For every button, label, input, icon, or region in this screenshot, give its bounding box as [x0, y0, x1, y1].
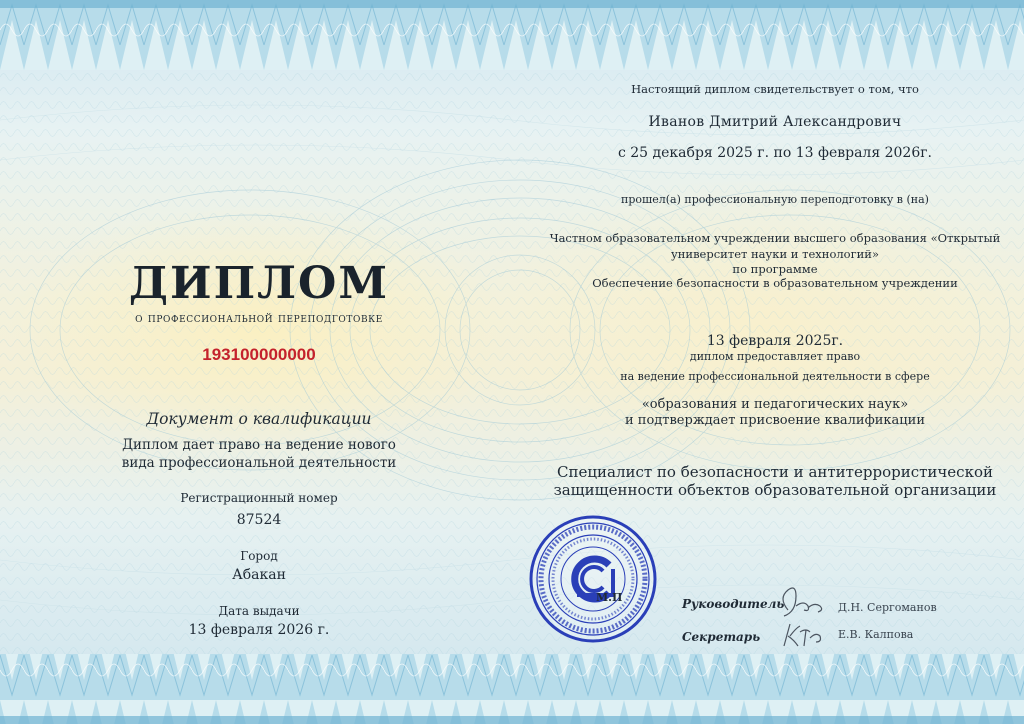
- stamp-mark: М.П: [596, 591, 623, 604]
- qualification-line-2: защищенности объектов образовательной организации: [553, 481, 997, 499]
- program-name: Обеспечение безопасности в образовательном учреждении: [592, 276, 958, 290]
- rights-line-1: Диплом дает право на ведение нового: [122, 437, 396, 453]
- qualification-doc-label: Документ о квалификации: [146, 410, 372, 428]
- confirm-text: и подтверждает присвоение квалификации: [625, 413, 925, 428]
- secretary-role-label: Секретарь: [682, 630, 761, 644]
- completion-date: 13 февраля 2025г.: [706, 333, 844, 349]
- city-value: Абакан: [232, 567, 286, 583]
- institution-line-2: университет науки и технологий»: [670, 247, 879, 261]
- head-name: Д.Н. Сергоманов: [838, 601, 937, 614]
- gives-right-text: диплом предоставляет право: [689, 350, 861, 363]
- reg-number-value: 87524: [236, 512, 282, 528]
- issue-date-value: 13 февраля 2026 г.: [188, 622, 330, 638]
- field-name: «образования и педагогических наук»: [641, 397, 909, 412]
- city-label: Город: [240, 549, 278, 563]
- institution-line-1: Частном образовательном учреждении высшего образования «Открытый: [549, 231, 1001, 245]
- program-label: по программе: [732, 262, 818, 276]
- reg-number-label: Регистрационный номер: [180, 491, 338, 505]
- activity-field-text: на ведение профессиональной деятельности в сфере: [620, 370, 930, 383]
- secretary-signature-icon: [776, 618, 836, 652]
- diploma-number: 193100000000: [202, 345, 316, 364]
- issue-date-label: Дата выдачи: [218, 604, 300, 618]
- study-period: с 25 декабря 2025 г. по 13 февраля 2026г.: [617, 145, 933, 161]
- secretary-name: Е.В. Калпова: [838, 628, 914, 641]
- holder-name: Иванов Дмитрий Александрович: [648, 114, 902, 130]
- diploma-title: ДИПЛОМ: [128, 258, 390, 309]
- passed-text: прошел(а) профессиональную переподготовку в (на): [621, 193, 929, 206]
- rights-line-2: вида профессиональной деятельности: [121, 455, 397, 471]
- qualification-line-1: Специалист по безопасности и антитеррористической: [557, 463, 993, 481]
- official-seal-icon: [527, 513, 659, 645]
- intro-text: Настоящий диплом свидетельствует о том, что: [631, 82, 919, 96]
- diploma-subtitle: о профессиональной переподготовке: [135, 310, 383, 326]
- head-role-label: Руководитель: [682, 597, 785, 611]
